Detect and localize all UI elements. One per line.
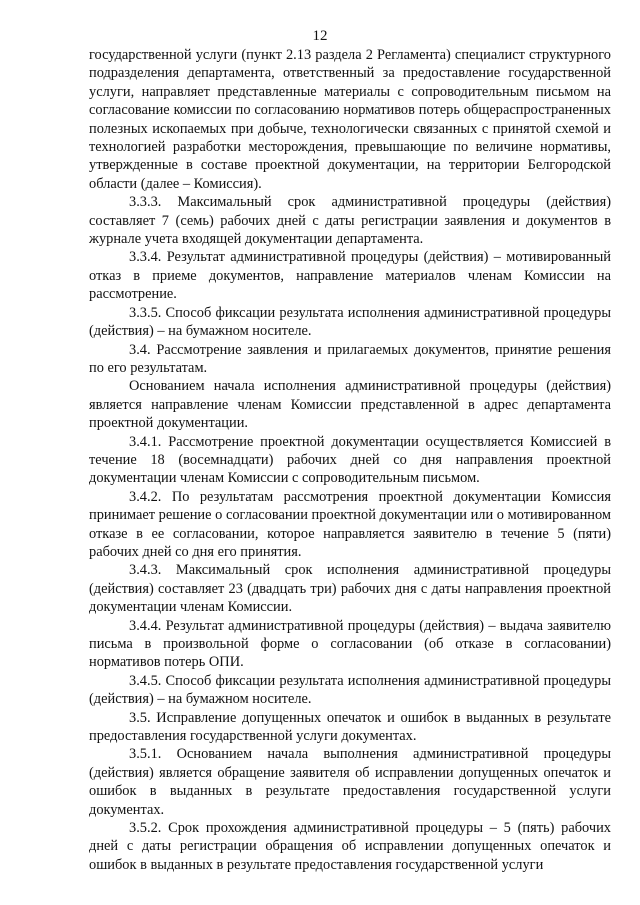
paragraph-3-4: 3.4. Рассмотрение заявления и прилагаемых документов, принятие решения по его результатам.: [89, 341, 611, 376]
paragraph-3-5-1: 3.5.1. Основанием начала выполнения административной процедуры (действия) является обращение заявителя об исправлении допущенных опечаток и ошибок в выданных в результате предоставления государственной услуги документах.: [89, 746, 611, 818]
paragraph-3-3-4: 3.3.4. Результат административной процедуры (действия) – мотивированный отказ в приеме документов, направление материалов членам Комиссии на рассмотрение.: [89, 249, 611, 303]
paragraph-3-4-3: 3.4.3. Максимальный срок исполнения административной процедуры (действия) составляет 23 (двадцать три) рабочих дня с даты направления проектной документации членам Комиссии.: [89, 562, 611, 616]
paragraph-3-3-3: 3.3.3. Максимальный срок административной процедуры (действия) составляет 7 (семь) рабочих дней с даты регистрации заявления и документов в журнале учета входящей документации департамента.: [89, 194, 611, 248]
paragraph-3-5-2: 3.5.2. Срок прохождения административной процедуры – 5 (пять) рабочих дней с даты регистрации обращения об исправлении допущенных опечаток и ошибок в выданных в результате предоставления государственной услуги: [89, 820, 611, 873]
page-number: 12: [312, 28, 328, 44]
paragraph-3-4-4: 3.4.4. Результат административной процедуры (действия) – выдача заявителю письма в произвольной форме о согласовании (об отказе в согласовании) нормативов потерь ОПИ.: [89, 617, 611, 671]
paragraph-3-4-1: 3.4.1. Рассмотрение проектной документации осуществляется Комиссией в течение 18 (восемнадцати) рабочих дней со дня направления проектной документации членам Комиссии с сопроводительным письмом.: [89, 433, 611, 487]
document-body: [89, 46, 611, 874]
paragraph-3-4-2: 3.4.2. По результатам рассмотрения проектной документации Комиссия принимает решение о согласовании проектной документации или о мотивированном отказе в ее согласовании, которое направляется заявителю в течение 5 (пяти) рабочих дней со дня его принятия.: [89, 488, 611, 560]
paragraph-continuation: государственной услуги (пункт 2.13 раздела 2 Регламента) специалист структурного подразделения департамента, ответственный за предоставление государственной услуги, направляет представленные материалы с сопроводительным письмом на согласование комиссии по согласованию нормативов потерь общераспространенных полезных ископаемых при добыче, технологически связанных с принятой схемой и технологией разработки месторождения, превышающие по величине нормативы, утвержденные в составе проектной документации, на территории Белгородской области (далее – Комиссия).: [89, 47, 611, 192]
paragraph-3-4-basis: Основанием начала исполнения административной процедуры (действия) является направление членам Комиссии представленной в адрес департамента проектной документации.: [89, 378, 611, 432]
paragraph-3-4-5: 3.4.5. Способ фиксации результата исполнения административной процедуры (действия) – на бумажном носителе.: [89, 672, 611, 708]
paragraph-3-3-5: 3.3.5. Способ фиксации результата исполнения административной процедуры (действия) – на бумажном носителе.: [89, 304, 611, 340]
paragraph-3-5: 3.5. Исправление допущенных опечаток и ошибок в выданных в результате предоставления государственной услуги документах.: [89, 709, 611, 745]
